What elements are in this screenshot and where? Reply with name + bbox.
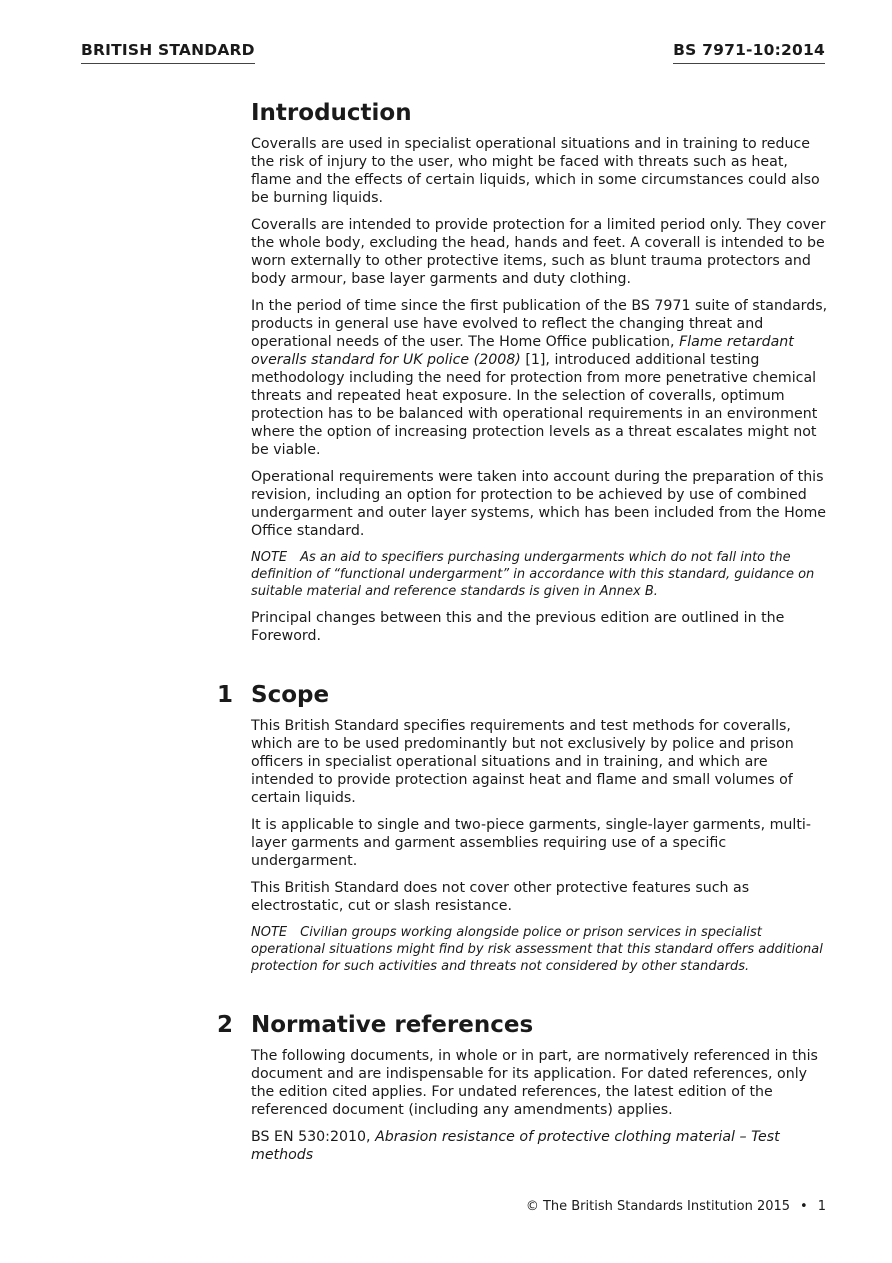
introduction-heading: Introduction — [251, 100, 412, 126]
scope-section-number: 1 — [217, 682, 234, 708]
normative-section-number: 2 — [217, 1012, 234, 1038]
scope-section — [217, 680, 829, 975]
normative-paragraph-1: The following documents, in whole or in part, are normatively referenced in this document and are indispensable for its application. For dated references, only the edition cited applies. For undated references, the latest edition of the referenced document (including any amendments) applies. — [251, 1048, 818, 1118]
header-standard-label: BRITISH STANDARD — [81, 40, 255, 64]
scope-paragraph-3: This British Standard does not cover other protective features such as electrostatic, cut or slash resistance. — [251, 880, 750, 914]
normative-references-heading: Normative references — [251, 1012, 534, 1038]
introduction-note: NOTE As an aid to specifiers purchasing undergarments which do not fall into the definition of “functional undergarment” in accordance with this standard, guidance on suitable material and reference standards is given in Annex B. — [251, 550, 815, 599]
introduction-paragraph-1: Coveralls are used in specialist operational situations and in training to reduce the risk of injury to the user, who might be faced with threats such as heat, flame and the effects of certain liquids, which in some circumstances could also be burning liquids. — [251, 136, 820, 206]
page-footer — [526, 1198, 826, 1216]
introduction-section — [251, 98, 829, 645]
copyright-notice: © The British Standards Institution 2015 — [525, 1199, 791, 1214]
reference-title: Abrasion resistance of protective clothing material – Test methods — [251, 1129, 780, 1163]
normative-references-section — [217, 1010, 829, 1164]
page-number: 1 — [817, 1199, 826, 1214]
introduction-paragraph-2: Coveralls are intended to provide protection for a limited period only. They cover the whole body, excluding the head, hands and feet. A coverall is intended to be worn externally to other protective items, such as blunt trauma protectors and body armour, base layer garments and duty clothing. — [251, 217, 826, 287]
scope-paragraph-1: This British Standard specifies requirements and test methods for coveralls, which are to be used predominantly but not exclusively by police and prison officers in specialist operational situations and in training, and which are intended to provide protection against heat and flame and small volumes of certain liquids. — [251, 718, 794, 806]
introduction-p3-text-a: In the period of time since the first publication of the BS 7971 suite of standards, products in general use have evolved to reflect the changing threat and operational needs of the user. The Home Office publication, — [251, 298, 828, 350]
introduction-p3-text-b: [1], introduced additional testing methodology including the need for protection from more penetrative chemical threats and repeated heat exposure. In the selection of coveralls, optimum protection has to be balanced with operational requirements in an environment where the option of increasing protection levels as a threat escalates might not be viable. — [251, 352, 818, 458]
introduction-paragraph-3 — [251, 297, 829, 459]
footer-bullet: • — [800, 1199, 808, 1214]
introduction-paragraph-4: Operational requirements were taken into account during the preparation of this revision, including an option for protection to be achieved by use of combined undergarment and outer layer systems, which has been included from the Home Office standard. — [251, 469, 827, 539]
scope-paragraph-2: It is applicable to single and two-piece garments, single-layer garments, multi-layer garments and garment assemblies requiring use of a specific undergarment. — [251, 817, 811, 869]
introduction-paragraph-5: Principal changes between this and the previous edition are outlined in the Foreword. — [251, 610, 785, 644]
reference-code: BS EN 530:2010, — [251, 1129, 376, 1145]
header-document-number: BS 7971-10:2014 — [673, 40, 825, 64]
page-content — [217, 98, 829, 1173]
home-office-publication-title: Flame retardant overalls standard for UK police (2008) — [251, 334, 794, 368]
scope-note: NOTE Civilian groups working alongside police or prison services in specialist operational situations might find by risk assessment that this standard offers additional protection for such activities and threats not considered by other standards. — [251, 925, 823, 974]
scope-heading: Scope — [251, 682, 330, 708]
reference-bs-en-530 — [251, 1128, 829, 1164]
